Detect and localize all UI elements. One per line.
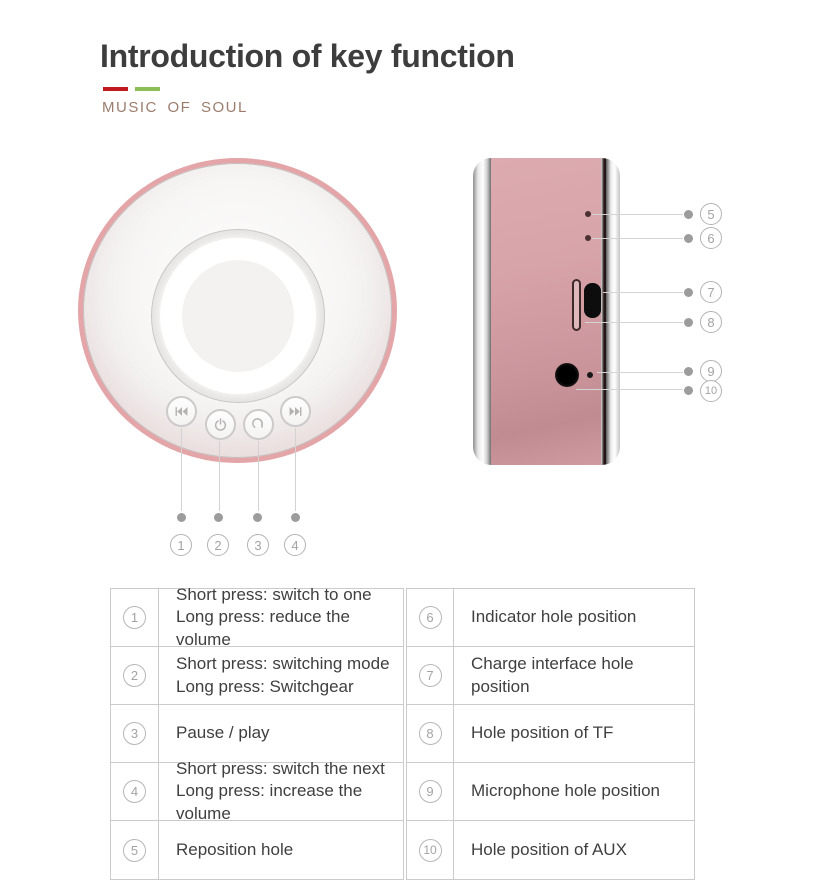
callout-number-4: 4 [284, 534, 306, 556]
function-text: Hole position of TF [471, 723, 614, 743]
function-text: Charge interface hole position [471, 654, 634, 696]
callout-number-1: 1 [170, 534, 192, 556]
callout-dot-6 [684, 234, 693, 243]
function-text: Reposition hole [176, 839, 294, 859]
function-text: Short press: switch to one [176, 584, 372, 604]
metal-edge-right [606, 158, 620, 465]
callout-number-5: 5 [700, 203, 722, 225]
callout-dot-4 [291, 513, 300, 522]
metal-edge-left [473, 158, 491, 465]
power-button [205, 409, 236, 440]
row-number-badge: 3 [123, 722, 146, 745]
next-track-icon [289, 406, 302, 417]
speaker-inner-disc [182, 260, 294, 372]
callout-line-1 [181, 428, 182, 511]
row-number-badge: 5 [123, 839, 146, 862]
callout-number-6: 6 [700, 227, 722, 249]
callout-line-5 [592, 214, 683, 215]
previous-track-icon [175, 406, 188, 417]
play-pause-icon [252, 418, 265, 431]
green-dash [135, 87, 160, 91]
microphone-hole [587, 372, 593, 378]
callout-dot-10 [684, 386, 693, 395]
callout-line-6 [592, 238, 683, 239]
row-number-badge: 10 [419, 839, 442, 862]
callout-dot-3 [253, 513, 262, 522]
row-number-badge: 4 [123, 780, 146, 803]
indicator-hole [585, 235, 591, 241]
callout-line-9 [597, 372, 683, 373]
function-table-right [406, 588, 695, 880]
tf-card-slot [572, 279, 581, 331]
callout-number-8: 8 [700, 311, 722, 333]
callout-line-8 [585, 322, 683, 323]
function-text: Short press: switch the next [176, 758, 385, 778]
function-table-left [110, 584, 404, 880]
callout-dot-9 [684, 367, 693, 376]
aux-jack [555, 363, 579, 387]
red-dash [103, 87, 128, 91]
callout-number-9: 9 [700, 360, 722, 382]
function-text: Hole position of AUX [471, 839, 627, 859]
brand-slogan: MUSIC OF SOUL [102, 99, 248, 116]
row-number-badge: 2 [123, 664, 146, 687]
charge-port [584, 283, 601, 318]
callout-dot-2 [214, 513, 223, 522]
page-title: Introduction of key function [100, 38, 515, 74]
callout-number-7: 7 [700, 281, 722, 303]
callout-line-7 [603, 292, 683, 293]
function-text: Short press: switching mode [176, 654, 390, 674]
previous-track-button [166, 396, 197, 427]
row-number-badge: 6 [419, 606, 442, 629]
next-track-button [280, 396, 311, 427]
play-pause-button [243, 409, 274, 440]
row-number-badge: 1 [123, 606, 146, 629]
function-text: Pause / play [176, 723, 270, 743]
callout-number-3: 3 [247, 534, 269, 556]
function-text: Indicator hole position [471, 607, 637, 627]
callout-number-10: 10 [700, 380, 722, 402]
reposition-hole [585, 211, 591, 217]
function-text: Microphone hole position [471, 781, 661, 801]
callout-dot-7 [684, 288, 693, 297]
row-number-badge: 7 [419, 664, 442, 687]
power-icon [214, 418, 227, 431]
callout-line-3 [258, 441, 259, 511]
callout-dot-5 [684, 210, 693, 219]
callout-line-4 [295, 428, 296, 511]
callout-dot-1 [177, 513, 186, 522]
function-text: Long press: reduce the volume [176, 607, 350, 649]
callout-number-2: 2 [207, 534, 229, 556]
callout-dot-8 [684, 318, 693, 327]
function-text: Long press: Switchgear [176, 676, 354, 696]
row-number-badge: 9 [419, 780, 442, 803]
callout-line-10 [576, 389, 683, 390]
speaker-side-view [473, 158, 620, 465]
function-text: Long press: increase the volume [176, 781, 363, 823]
callout-line-2 [219, 441, 220, 511]
row-number-badge: 8 [419, 722, 442, 745]
